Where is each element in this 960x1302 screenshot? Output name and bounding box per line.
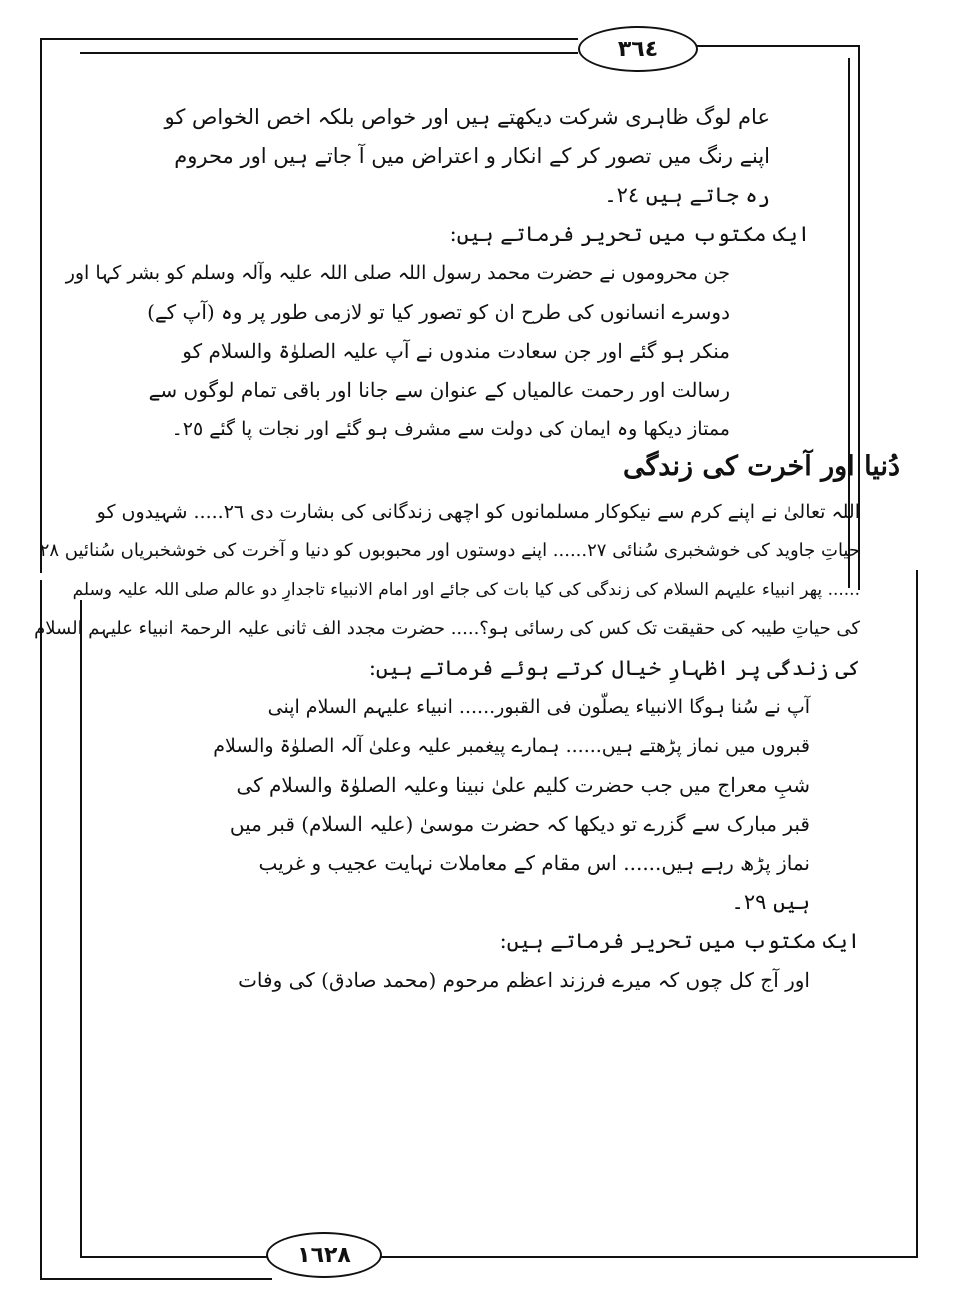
frame-rule-right-lower [916,570,918,1258]
top-page-number: ٣٦٤ [578,26,698,72]
frame-rule-left-lower-outer [40,580,42,1280]
text-line: کی زندگی پر اظہارِ خیال کرتے ہوئے فرماتے ہیں: [368,656,860,680]
text-line: اور آج کل چوں کہ میرے فرزند اعظم مرحوم (محمد صادق) کی وفات [238,968,810,992]
text-line: حیاتِ جاوید کی خوشخبری سُنائی ٢٧...... اپنے دوستوں اور محبوبوں کو دنیا و آخرت کی خوشخبریاں سُنائیں ٢٨ [39,540,860,561]
text-line: قبر مبارک سے گزرے تو دیکھا کہ حضرت موسیٰ (علیہ السلام) قبر میں [229,812,810,836]
frame-rule-bottom-inner [80,1256,272,1258]
text-line: کی حیاتِ طیبہ کی حقیقت تک کس کی رسائی ہو؟..... حضرت مجدد الف ثانی علیہ الرحمۃ انبیاء علیہم السلام [34,618,860,639]
text-line: ایک مکتوب میں تحریر فرماتے ہیں: [499,929,860,953]
text-line: شبِ معراج میں جب حضرت کلیم علیٰ نبینا وعلیہ الصلوٰۃ والسلام کی [236,773,810,797]
frame-rule-left-lower-inner [80,600,82,1258]
text-line: عام لوگ ظاہری شرکت دیکھتے ہیں اور خواص بلکہ اخص الخواص کو [164,105,770,129]
frame-rule-top-outer [40,38,578,40]
frame-rule-bottom-right [376,1256,918,1258]
frame-rule-top-inner [80,52,578,54]
text-line: آپ نے سُنا ہوگا الانبیاء یصلّون فی القبور...... انبیاء علیہم السلام اپنی [267,696,810,718]
text-line: جن محروموں نے حضرت محمد رسول اللہ صلی اللہ علیہ وآلہ وسلم کو بشر کہا اور [65,262,730,284]
text-line: دوسرے انسانوں کی طرح ان کو تصور کیا تو لازمی طور پر وہ (آپ کے) [147,300,730,324]
section-heading: دُنیا اور آخرت کی زندگی [622,451,900,482]
text-line: قبروں میں نماز پڑھتے ہیں...... ہمارے پیغمبر علیہ وعلیٰ آلہ الصلوٰۃ والسلام [213,735,810,757]
frame-rule-top-right [696,45,860,47]
text-line: اللہ تعالیٰ نے اپنے کرم سے نیکوکار مسلمانوں کو اچھی زندگانی کی بشارت دی ٢٦..... شہیدوں کو [96,501,860,523]
text-line: ہیں ٢٩۔ [731,890,810,914]
text-line: ...... پھر انبیاء علیہم السلام کی زندگی کی کیا بات کی جائے اور امام الانبیاء تاجدارِ دو عالم صلی اللہ علیہ وسلم [72,580,860,600]
frame-rule-left-upper [40,38,42,573]
text-line: منکر ہو گئے اور جن سعادت مندوں نے آپ علیہ الصلوٰۃ والسلام کو [182,339,730,363]
text-line: ایک مکتوب میں تحریر فرماتے ہیں: [449,222,810,246]
bottom-page-number: ١٦٢٨ [266,1232,382,1278]
text-line: رسالت اور رحمت عالمیاں کے عنوان سے جانا اور باقی تمام لوگوں سے [148,378,730,402]
text-line: رہ جاتے ہیں ٢٤۔ [604,183,770,207]
text-line: نماز پڑھ رہے ہیں...... اس مقام کے معاملات نہایت عجیب و غریب [258,851,810,875]
text-line: اپنے رنگ میں تصور کر کے انکار و اعتراض میں آ جاتے ہیں اور محروم [174,144,770,168]
frame-rule-bottom-outer [40,1278,272,1280]
text-line: ممتاز دیکھا وہ ایمان کی دولت سے مشرف ہو گئے اور نجات پا گئے ٢٥۔ [171,418,730,440]
